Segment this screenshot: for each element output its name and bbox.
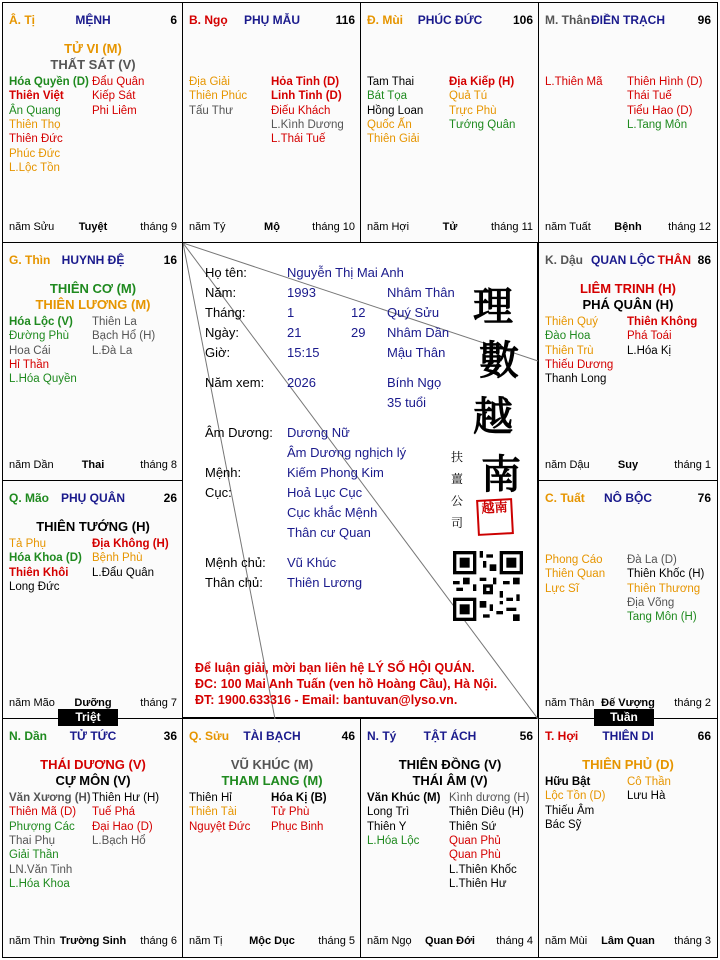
branch-label: N. Tý: [367, 729, 397, 743]
year-label: năm Ngọ: [367, 935, 412, 947]
star-left: Thiếu Dương: [545, 358, 614, 371]
star-left: Thiếu Âm: [545, 804, 595, 817]
amduong-relation: Âm Dương nghịch lý: [287, 445, 407, 460]
main-star: PHÁ QUÂN (H): [582, 297, 674, 312]
star-left: Thiên Y: [367, 820, 407, 833]
main-star: THIÊN LƯƠNG (M): [35, 297, 151, 312]
star-right: Cô Thần: [627, 776, 671, 788]
main-star: THAM LANG (M): [221, 773, 323, 788]
branch-label: N. Dần: [9, 729, 48, 743]
year-label: năm Thìn: [9, 935, 56, 947]
star-left: Thanh Long: [545, 373, 607, 386]
year-label: năm Mùi: [545, 935, 588, 947]
palace-header: [9, 729, 177, 745]
life-stage: Đế Vượng: [601, 697, 655, 709]
than-chu: Thiên Lương: [287, 575, 363, 590]
palace-name: PHỤ MẪU: [244, 13, 300, 27]
star-left: L.Hóa Quyền: [9, 373, 77, 386]
star-left: Hóa Quyền (D): [9, 76, 89, 88]
menh-chu: Vũ Khúc: [287, 555, 337, 570]
contact-phone-email[interactable]: ĐT: 1900.633316 - Email: bantuvan@lyso.vn.: [195, 693, 458, 707]
year-label: năm Dậu: [545, 459, 590, 471]
year-label: năm Mão: [9, 697, 55, 709]
palace-footer: [545, 935, 711, 949]
palace-name: THIÊN DI: [602, 729, 654, 743]
birth-day: 21: [287, 325, 302, 340]
palace-cell-mui[interactable]: [360, 2, 540, 244]
star-left: Lực Sĩ: [545, 582, 579, 595]
star-right: Tang Môn (H): [627, 611, 697, 624]
star-right: Điếu Khách: [271, 104, 331, 117]
star-left: Thiên Việt: [9, 90, 64, 103]
star-left: L.Lộc Tồn: [9, 161, 60, 174]
year-label: năm Dần: [9, 459, 54, 471]
star-right: L.Thiên Hư: [449, 877, 507, 890]
month-label: tháng 4: [496, 935, 533, 947]
branch-label: C. Tuất: [545, 491, 585, 505]
star-right: Linh Tinh (D): [271, 90, 342, 103]
palace-footer: [9, 935, 177, 949]
branch-label: Đ. Mùi: [367, 13, 403, 27]
branch-label: T. Hợi: [545, 729, 579, 743]
qr-code[interactable]: [453, 551, 523, 621]
star-left: L.Thiên Mã: [545, 76, 603, 88]
branch-label: Q. Sửu: [189, 729, 230, 743]
palace-cell-mao[interactable]: [2, 480, 184, 720]
palace-header: [189, 13, 355, 29]
main-star: LIÊM TRINH (H): [579, 281, 677, 296]
small-vertical-char-1: 扶: [451, 450, 464, 464]
palace-header: [545, 729, 711, 745]
star-right: Thiên Hư (H): [92, 792, 160, 804]
star-right: Tuế Phá: [92, 806, 136, 819]
palace-name: ĐIỀN TRẠCH: [591, 13, 665, 27]
star-left: Giải Thần: [9, 849, 59, 862]
view-year-label: Năm xem:: [205, 375, 265, 390]
star-left: Thai Phụ: [9, 834, 56, 847]
month-label: tháng 3: [674, 935, 711, 947]
age: 35 tuổi: [387, 395, 427, 410]
life-stage: Tử: [442, 221, 458, 233]
palace-name: QUAN LỘC: [591, 253, 655, 267]
star-left: Hoa Cái: [9, 344, 51, 357]
star-right: Thiên Không: [627, 316, 698, 328]
main-star: THÁI DƯƠNG (V): [40, 757, 146, 772]
month-label: tháng 6: [140, 935, 177, 947]
star-right: Thiên La: [92, 316, 137, 328]
star-left: Thiên Hỉ: [189, 792, 232, 804]
star-right: Phục Binh: [271, 820, 324, 833]
palace-number: 6: [170, 13, 177, 27]
palace-footer: [189, 935, 355, 949]
view-year: 2026: [287, 375, 316, 390]
palace-name: TÀI BẠCH: [243, 729, 301, 743]
triet-badge: Triệt: [58, 709, 118, 726]
birth-year: 1993: [287, 285, 316, 300]
palace-name: PHỤ QUÂN: [60, 491, 125, 505]
than-tag: THÂN: [657, 253, 691, 267]
palace-name: TẬT ÁCH: [423, 729, 477, 743]
palace-number: 86: [697, 253, 711, 267]
star-left: Nguyệt Đức: [189, 820, 251, 833]
star-right: Đại Hao (D): [92, 820, 153, 833]
star-right: Đẩu Quân: [92, 76, 145, 88]
calligraphy-char-3: 越: [473, 393, 513, 440]
month-label: tháng 9: [140, 221, 177, 233]
star-right: Trực Phù: [449, 104, 497, 117]
star-right: L.Thái Tuế: [271, 133, 326, 146]
star-left: Tam Thai: [367, 76, 415, 88]
life-stage: Quan Đới: [425, 935, 475, 947]
star-left: Đường Phù: [9, 330, 69, 343]
small-vertical-char-4: 司: [451, 516, 464, 530]
star-left: Hồng Loan: [367, 104, 424, 117]
star-right: Thiên Thương: [627, 582, 701, 595]
main-star: VŨ KHÚC (M): [230, 757, 314, 772]
year-label: năm Tuất: [545, 221, 591, 233]
palace-number: 46: [341, 729, 355, 743]
palace-cell-dau[interactable]: [538, 242, 718, 482]
palace-cell-tuat[interactable]: [538, 480, 718, 720]
palace-header: [189, 729, 355, 745]
star-right: Bạch Hổ (H): [92, 330, 156, 343]
star-left: Ân Quang: [9, 104, 61, 117]
life-stage: Thai: [81, 459, 105, 471]
life-stage: Suy: [617, 459, 639, 471]
palace-name: MỆNH: [75, 13, 111, 27]
palace-cell-than[interactable]: [538, 2, 718, 244]
year-can-chi: Nhâm Thân: [387, 285, 455, 300]
cuc-label: Cục:: [205, 485, 232, 500]
star-left: Thiên Quan: [545, 568, 606, 581]
month-label: tháng 10: [312, 221, 355, 233]
palace-cell-thin[interactable]: [2, 242, 184, 482]
life-stage: Bệnh: [614, 221, 642, 233]
life-stage: Lâm Quan: [601, 935, 655, 947]
star-right: L.Đà La: [92, 344, 133, 357]
star-left: Văn Xương (H): [9, 792, 91, 804]
amduong-label: Âm Dương:: [205, 425, 273, 440]
calligraphy-char-2: 數: [479, 337, 519, 384]
palace-footer: [545, 459, 711, 473]
month-label: tháng 12: [668, 221, 711, 233]
month-label: tháng 1: [674, 459, 711, 471]
life-stage: Mộ: [264, 221, 280, 233]
star-right: Địa Không (H): [92, 538, 169, 550]
star-left: Thiên Mã (D): [9, 806, 77, 819]
palace-footer: [9, 459, 177, 473]
star-right: Thái Tuế: [627, 90, 672, 103]
palace-number: 96: [697, 13, 711, 27]
menh-label: Mệnh:: [205, 465, 242, 480]
palace-footer: [367, 221, 533, 235]
year-label: năm Thân: [545, 697, 595, 709]
lunar-day: 29: [351, 325, 366, 340]
life-stage: Tuyệt: [78, 221, 108, 233]
star-left: Hữu Bật: [545, 776, 591, 788]
year-label: năm Tị: [189, 935, 223, 947]
palace-number: 106: [512, 13, 533, 27]
menh-value: Kiếm Phong Kim: [287, 465, 384, 480]
cuc-relation: Cục khắc Mệnh: [287, 505, 378, 520]
star-right: Quả Tú: [449, 90, 488, 103]
star-left: Thiên Giải: [367, 133, 420, 146]
star-left: Phượng Các: [9, 820, 75, 833]
year-label: năm Sửu: [9, 221, 55, 233]
branch-label: B. Ngọ: [189, 13, 228, 27]
star-right: Địa Võng: [627, 596, 675, 609]
star-left: Long Trì: [367, 806, 410, 819]
star-right: Đà La (D): [627, 554, 677, 566]
star-right: Thiên Sứ: [449, 820, 497, 833]
palace-footer: [367, 935, 533, 949]
star-right: Lưu Hà: [627, 790, 666, 803]
star-right: Bệnh Phù: [92, 552, 143, 565]
palace-footer: [9, 221, 177, 235]
hour-can-chi: Mậu Thân: [387, 345, 446, 360]
star-left: Thiên Khôi: [9, 566, 69, 579]
palace-cell-ngo[interactable]: [182, 2, 362, 244]
star-left: L.Hóa Khoa: [9, 877, 70, 890]
star-right: Quan Phù: [449, 849, 501, 862]
menh-chu-label: Mệnh chủ:: [205, 555, 266, 570]
than-chu-label: Thân chủ:: [205, 575, 263, 590]
star-left: LN.Văn Tinh: [9, 863, 73, 876]
star-right: Quan Phủ: [449, 834, 501, 847]
star-right: Thiên Khốc (H): [627, 568, 705, 581]
star-right: Địa Kiếp (H): [449, 76, 515, 88]
star-left: Văn Khúc (M): [367, 792, 441, 804]
branch-label: G. Thìn: [9, 253, 51, 267]
cuc-value: Hoả Lục Cục: [287, 485, 363, 500]
main-star: THIÊN PHỦ (D): [582, 757, 674, 772]
palace-header: [545, 491, 711, 507]
birth-month: 1: [287, 305, 295, 320]
star-right: L.Đẩu Quân: [92, 566, 155, 579]
palace-number: 66: [697, 729, 711, 743]
star-right: Kiếp Sát: [92, 90, 136, 103]
calligraphy-char-1: 理: [473, 283, 513, 330]
day-label: Ngày:: [205, 325, 239, 340]
branch-label: K. Dậu: [545, 253, 584, 267]
branch-label: Â. Tị: [9, 13, 35, 27]
birth-hour: 15:15: [287, 345, 320, 360]
life-stage: Mộc Dục: [249, 935, 295, 947]
star-right: Tử Phù: [271, 806, 310, 819]
star-left: Bác Sỹ: [545, 818, 582, 831]
lunar-month: 12: [351, 305, 366, 320]
star-left: Long Đức: [9, 580, 60, 593]
palace-footer: [189, 221, 355, 235]
palace-header: [367, 13, 533, 29]
star-right: Kình dương (H): [449, 792, 530, 804]
star-right: L.Kình Dương: [271, 118, 344, 131]
month-label: tháng 5: [318, 935, 355, 947]
star-right: Hỏa Tinh (D): [271, 76, 340, 88]
life-stage: Dưỡng: [74, 697, 112, 709]
small-vertical-char-3: 公: [451, 494, 464, 508]
star-left: Hóa Lộc (V): [9, 316, 73, 328]
hour-label: Giờ:: [205, 345, 231, 360]
palace-number: 76: [697, 491, 711, 505]
star-left: Thiên Tài: [189, 806, 237, 819]
star-right: L.Hóa Kị: [627, 344, 672, 357]
palace-name: HUYNH ĐỆ: [61, 253, 125, 267]
star-left: Thiên Thọ: [9, 118, 61, 131]
name-label: Họ tên:: [205, 265, 247, 280]
year-label: Năm:: [205, 285, 237, 300]
palace-cell-dan[interactable]: [2, 718, 184, 958]
star-right: Phá Toái: [627, 330, 672, 343]
star-left: Phong Cáo: [545, 554, 603, 566]
palace-header: [9, 491, 177, 507]
than-cu: Thân cư Quan: [287, 525, 371, 540]
calligraphy-char-4: 南: [481, 451, 521, 498]
palace-cell-ty[interactable]: [2, 2, 184, 244]
main-star: CỰ MÔN (V): [55, 773, 131, 788]
star-left: Thiên Đức: [9, 133, 63, 146]
star-right: L.Tang Môn: [627, 118, 688, 131]
palace-number: 26: [163, 491, 177, 505]
palace-header: [545, 13, 711, 29]
star-left: Thiên Phúc: [189, 90, 248, 103]
palace-cell-hoi[interactable]: [538, 718, 718, 958]
year-label: năm Hợi: [367, 221, 410, 233]
amduong-value: Dương Nữ: [287, 425, 350, 440]
view-year-can-chi: Bính Ngọ: [387, 375, 442, 390]
palace-header: [367, 729, 533, 745]
month-can-chi: Quý Sửu: [387, 305, 440, 320]
star-right: Tướng Quân: [449, 118, 516, 131]
star-right: Hóa Kị (B): [271, 792, 327, 804]
main-star: THIÊN CƠ (M): [49, 281, 137, 296]
star-left: Tấu Thư: [189, 104, 233, 117]
contact-address: ĐC: 100 Mai Anh Tuấn (ven hồ Hoàng Cầu), Hà Nội.: [195, 677, 498, 691]
main-star: TỬ VI (M): [64, 41, 122, 56]
palace-cell-ti[interactable]: [360, 718, 540, 958]
star-left: Bát Tọa: [367, 90, 408, 103]
star-left: Hóa Khoa (D): [9, 552, 82, 565]
star-left: Địa Giải: [189, 76, 230, 88]
palace-number: 16: [163, 253, 177, 267]
branch-label: Q. Mão: [9, 491, 50, 505]
palace-name: TỬ TỨC: [69, 729, 117, 743]
palace-header: [9, 13, 177, 29]
day-can-chi: Nhâm Dần: [387, 325, 450, 340]
star-left: Tả Phụ: [9, 538, 47, 550]
star-right: Thiên Diêu (H): [449, 806, 524, 819]
star-left: Lộc Tồn (D): [545, 790, 606, 803]
life-stage: Trường Sinh: [59, 935, 127, 947]
main-star: THIÊN ĐỒNG (V): [398, 757, 502, 772]
year-label: năm Tý: [189, 221, 226, 233]
month-label: tháng 8: [140, 459, 177, 471]
branch-label: M. Thân: [545, 13, 591, 27]
star-left: Phúc Đức: [9, 147, 61, 160]
palace-header: [9, 253, 177, 269]
star-left: Đào Hoa: [545, 330, 591, 343]
tuan-badge: Tuần: [594, 709, 654, 726]
star-left: Quốc Ấn: [367, 118, 412, 131]
star-right: Thiên Hình (D): [627, 76, 703, 88]
palace-cell-suu[interactable]: [182, 718, 362, 958]
contact-line-1: Để luận giải, mời bạn liên hệ LÝ SỐ HỘI QUÁN.: [195, 661, 475, 675]
month-label: tháng 2: [674, 697, 711, 709]
palace-number: 36: [163, 729, 177, 743]
palace-name: PHÚC ĐỨC: [417, 13, 483, 27]
star-right: Tiểu Hao (D): [627, 104, 693, 117]
star-left: Thiên Trù: [545, 344, 594, 357]
main-star: THÁI ÂM (V): [412, 773, 488, 788]
person-name: Nguyễn Thị Mai Anh: [287, 265, 404, 280]
star-left: L.Hóa Lộc: [367, 834, 420, 847]
palace-number: 56: [519, 729, 533, 743]
palace-header: [545, 253, 711, 269]
month-label: tháng 7: [140, 697, 177, 709]
star-right: L.Thiên Khốc: [449, 863, 517, 876]
star-left: Thiên Quý: [545, 316, 599, 328]
horoscope-chart: [2, 2, 718, 958]
center-info-panel: [182, 242, 538, 718]
palace-footer: [545, 221, 711, 235]
palace-name: NÔ BỘC: [604, 491, 652, 505]
red-seal-stamp: 越南: [476, 498, 514, 536]
main-star: THIÊN TƯỚNG (H): [36, 519, 150, 534]
month-label: tháng 11: [490, 221, 533, 233]
main-star: THẤT SÁT (V): [50, 57, 136, 72]
star-left: Hỉ Thần: [9, 358, 50, 371]
star-right: L.Bạch Hổ: [92, 834, 146, 847]
palace-number: 116: [335, 13, 355, 27]
star-right: Phi Liêm: [92, 104, 137, 117]
small-vertical-char-2: 薑: [451, 472, 464, 486]
month-label: Tháng:: [205, 305, 246, 320]
